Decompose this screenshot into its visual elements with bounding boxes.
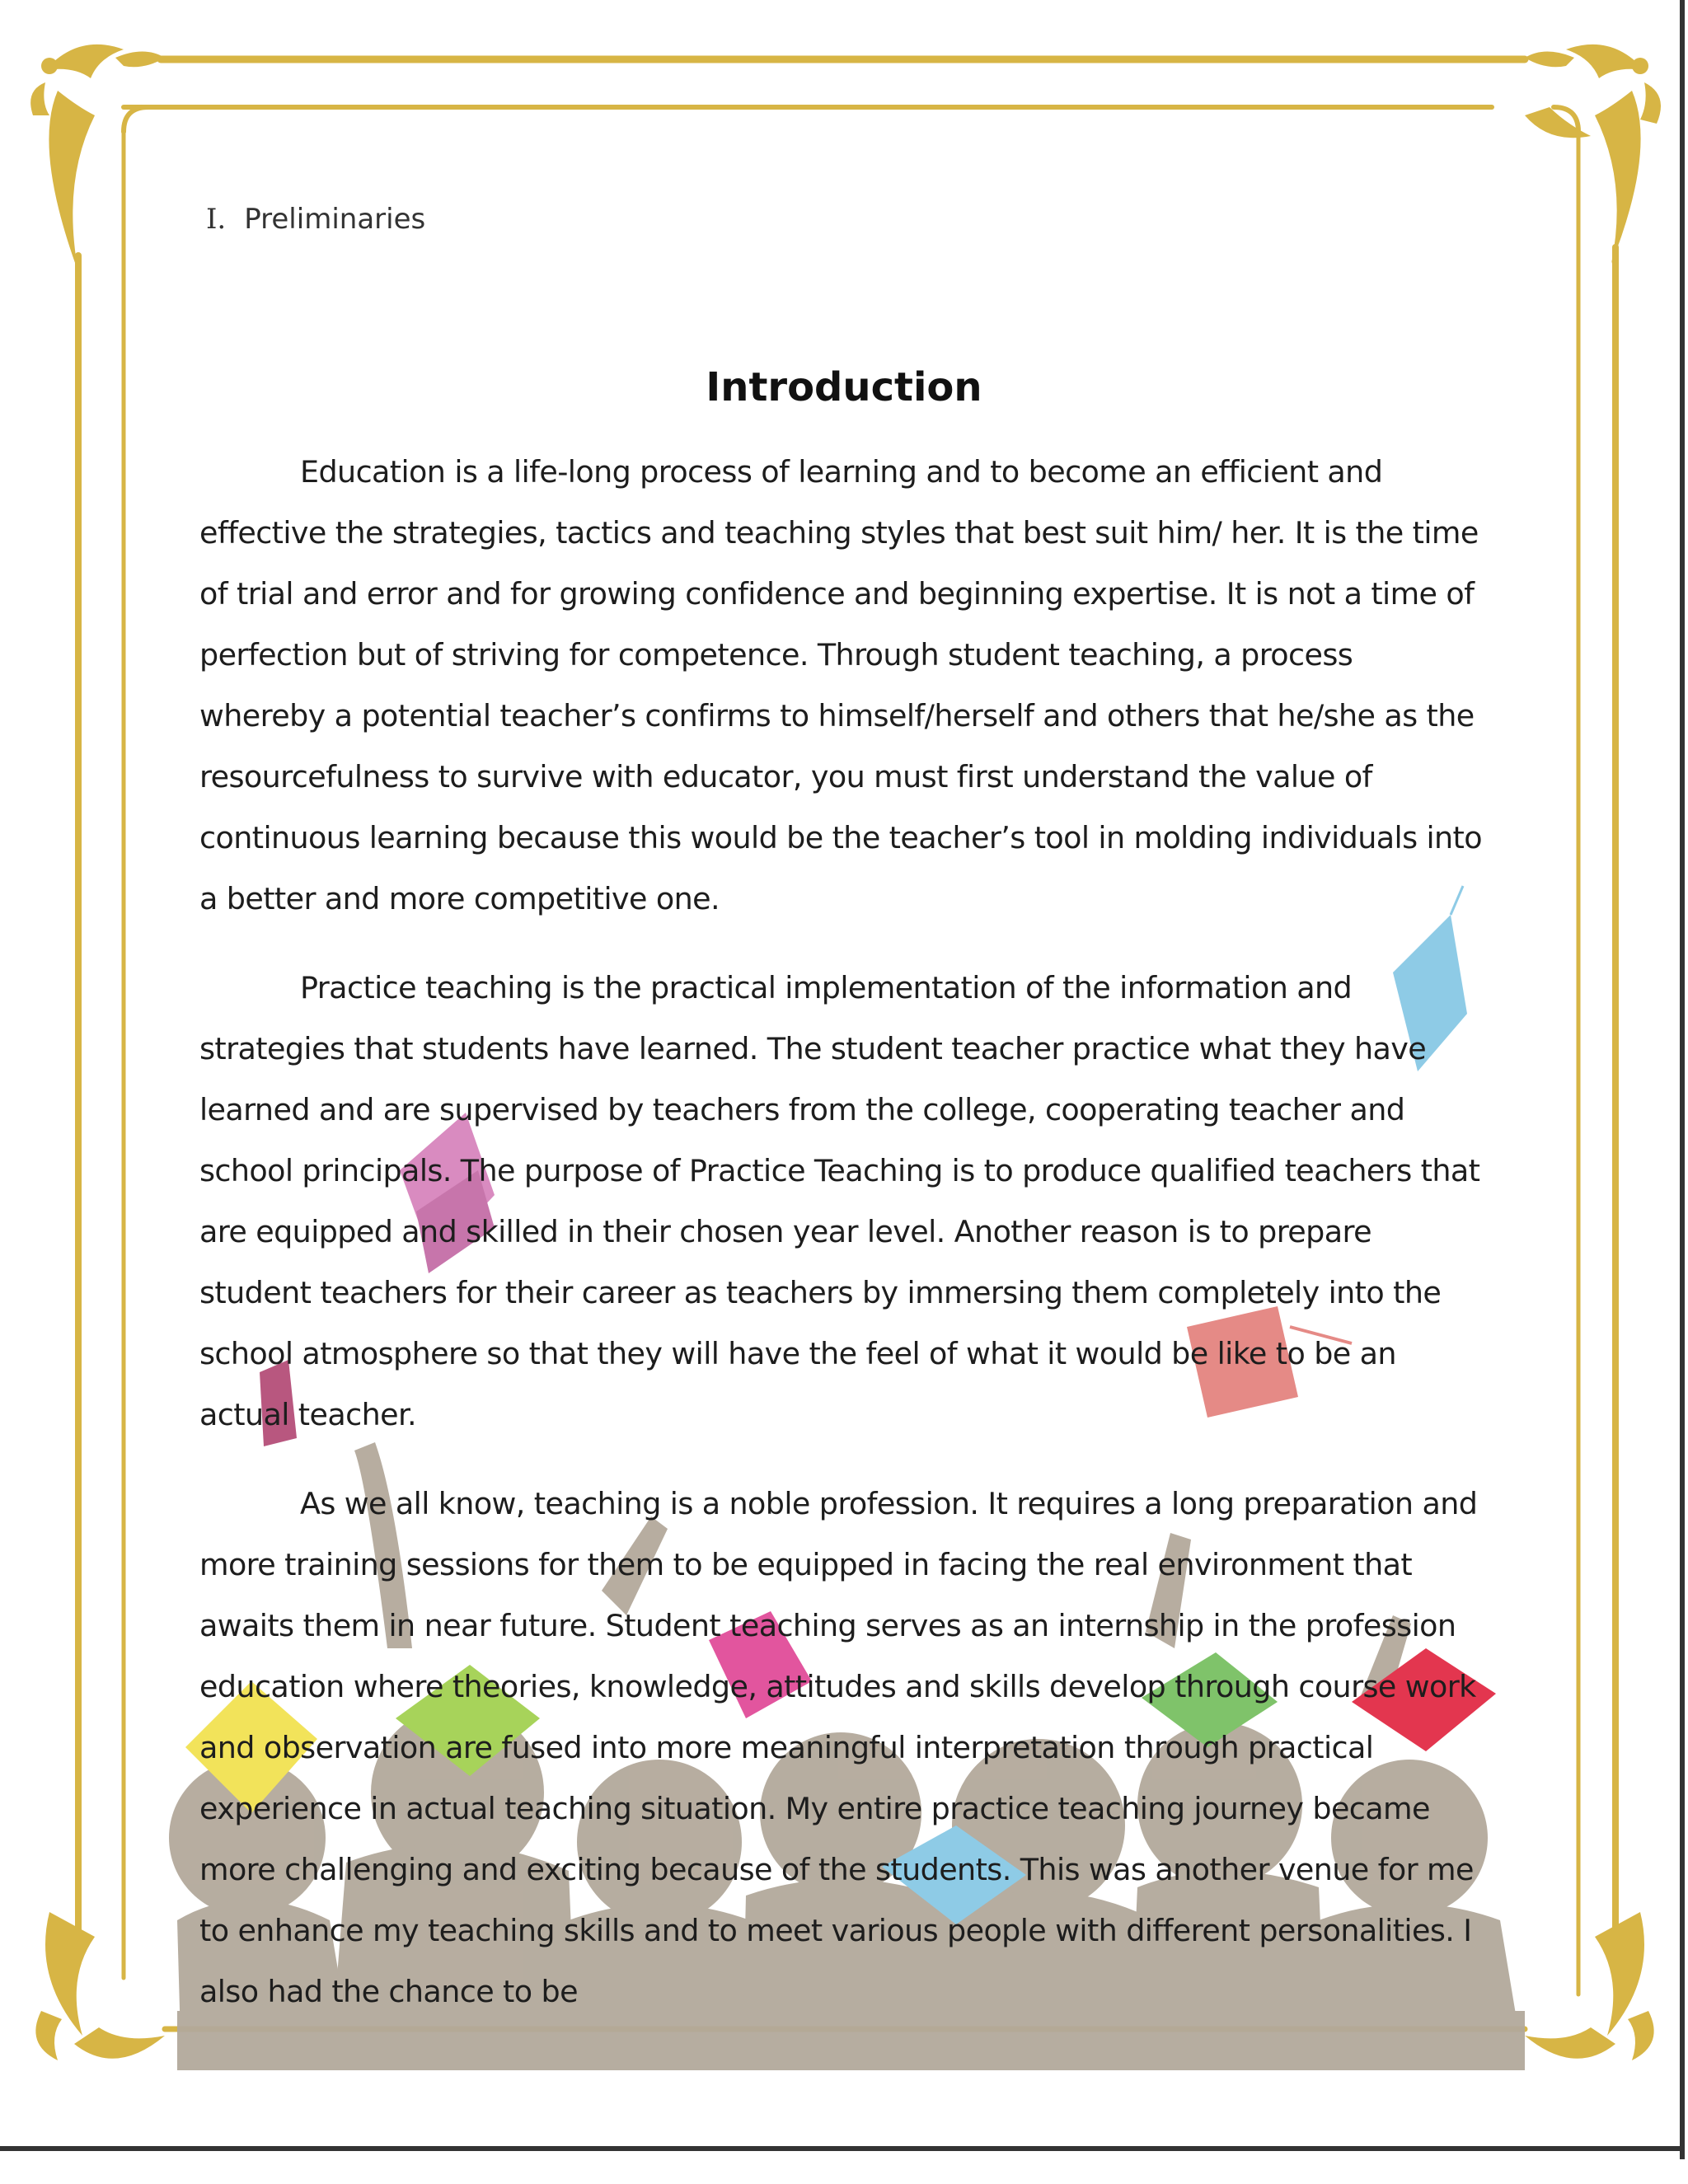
page-edge-bottom [0, 2146, 1685, 2151]
section-number: Ⅰ. [206, 203, 227, 236]
body-text [199, 442, 1485, 2050]
paragraph-2: Practice teaching is the practical implementation of the information and strategies that students have learned. The student teacher practice what they have learned and are supervised by teachers from the college, cooperating teacher and school principals. The purpose of Practice Teaching is to produce qualified teachers that are equipped and skilled in their chosen year level. Another reason is to prepare student teachers for their career as teachers by immersing them completely into the school atmosphere so that they will have the feel of what it would be like to be an actual teacher. [199, 970, 1480, 1432]
page-edge-right [1680, 0, 1685, 2159]
paragraph-1: Education is a life-long process of learning and to become an efficient and effective the strategies, tactics and teaching styles that best suit him/ her. It is the time of trial and error and for growing confidence and beginning expertise. It is not a time of perfection but of striving for competence. Through student teaching, a process whereby a potential teacher’s confirms to himself/herself and others that he/she as the resourcefulness to survive with educator, you must first understand the value of continuous learning because this would be the teacher’s tool in molding individuals into a better and more competitive one. [199, 454, 1482, 916]
section-heading [206, 203, 425, 236]
paragraph-3: As we all know, teaching is a noble profession. It requires a long preparation and more training sessions for them to be equipped in facing the real environment that awaits them in near future. Student teaching serves as an internship in the profession education where theories, knowledge, attitudes and skills develop through course work and observation are fused into more meaningful interpretation through practical experience in actual teaching situation. My entire practice teaching journey became more challenging and exciting because of the students. This was another venue for me to enhance my teaching skills and to meet various people with different personalities. I also had the chance to be [199, 1486, 1478, 2009]
section-label: Preliminaries [244, 203, 426, 236]
page-title: Introduction [706, 364, 982, 410]
